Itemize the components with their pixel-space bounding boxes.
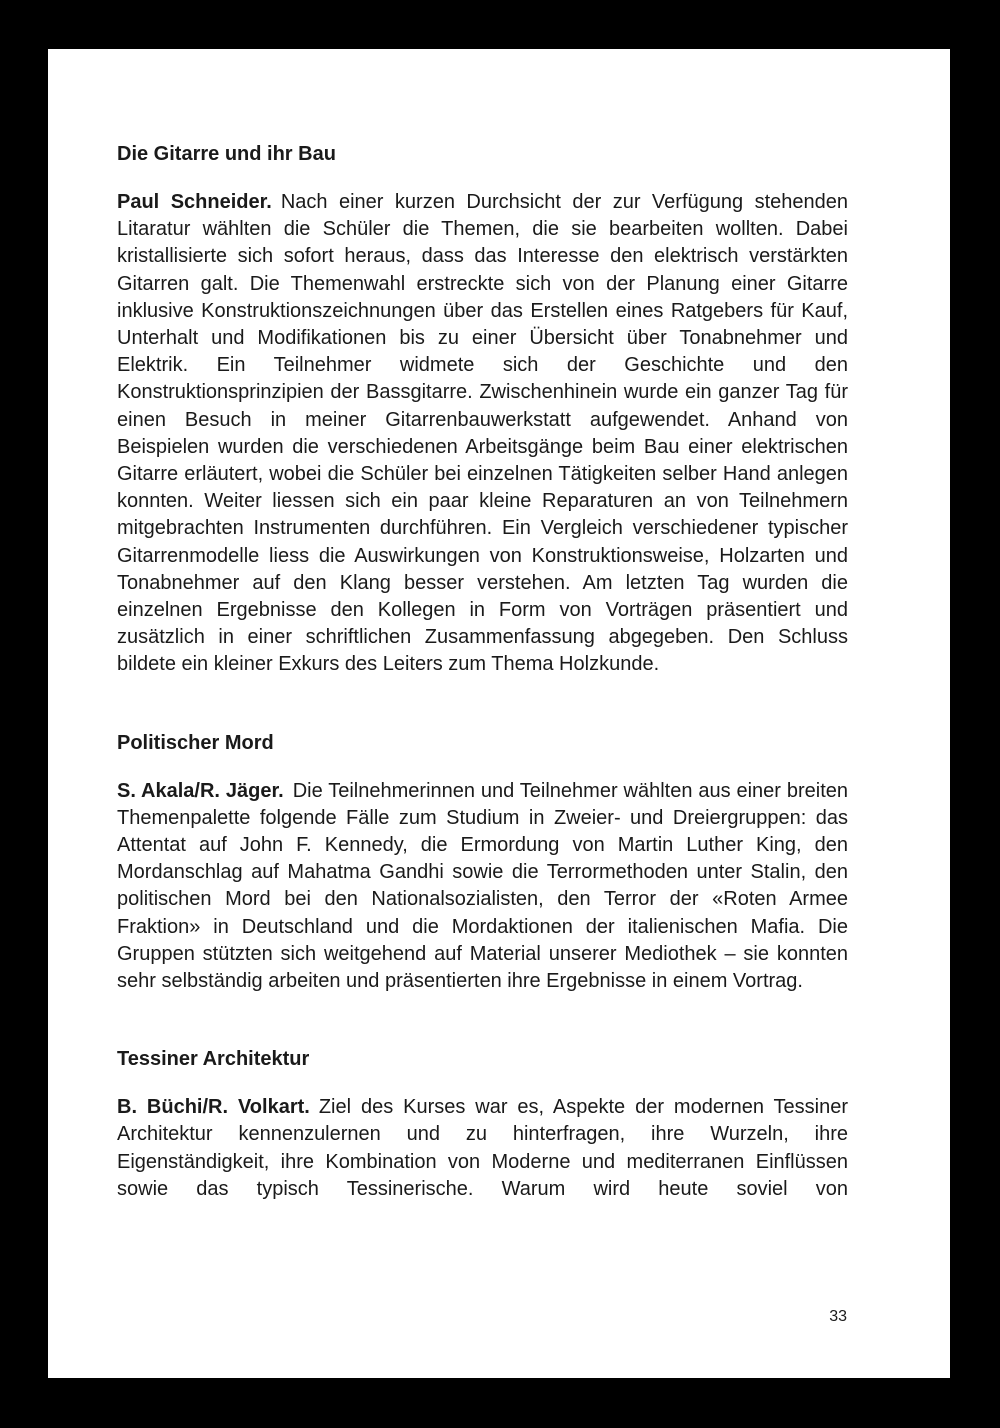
document-page [48,49,950,1378]
page-content [117,141,848,1203]
section-text: Ziel des Kurses war es, Aspekte der modernen Tessiner Architektur kennenzulernen und zu hinterfragen, ihre Wurzeln, ihre Eigenständigkeit, ihre Kombination von Moderne und mediterranen Einflüssen sowie das typisch Tessinerische. Warum wird heute soviel von [117,1096,848,1200]
section-body-politischer-mord [117,778,848,996]
author-name: B. Büchi/R. Volkart. [117,1096,310,1119]
section-heading-tessiner-architektur: Tessiner Architektur [117,1048,310,1071]
author-name: Paul Schneider. [117,191,272,213]
section-text: Die Teilnehmerinnen und Teilnehmer wählten aus einer breiten Themenpalette folgende Fälle zum Studium in Zweier- und Dreiergruppen: das Attentat auf John F. Kennedy, die Ermordung von Martin Luther King, den Mordanschlag auf Mahatma Gandhi sowie die Terrormethoden unter Stalin, den politischen Mord bei den Nationalsozialisten, den Terror der «Roten Armee Fraktion» in Deutschland und die Mordaktionen der italienischen Mafia. Die Gruppen stützten sich weitgehend auf Material unserer Mediothek – sie konnten sehr selbständig arbeiten und präsentierten ihre Ergebnisse in einem Vortrag. [117,779,849,993]
section-body-gitarre [117,189,848,679]
section-body-tessiner-architektur [117,1094,848,1203]
section-text: Nach einer kurzen Durchsicht der zur Verfügung stehenden Litaratur wählten die Schüler die Themen, die sie bearbeiten wollten. Dabei kristallisierte sich sofort heraus, dass das Interesse den elektrisch verstärkten Gitarren galt. Die Themenwahl erstreckte sich von der Planung einer Gitarre inklusive Konstruktionszeichnungen über das Erstellen eines Ratgebers für Kauf, Unterhalt und Modifikationen bis zu einer Übersicht über Tonabnehmer und Elektrik. Ein Teilnehmer widmete sich der Geschichte und den Konstruktionsprinzipien der Bassgitarre. Zwischenhinein wurde ein ganzer Tag für einen Besuch in meiner Gitarrenbauwerkstatt aufgewendet. Anhand von Beispielen wurden die verschiedenen Arbeitsgänge beim Bau einer elektrischen Gitarre erläutert, wobei die Schüler bei einzelnen Tätigkeiten selber Hand anlegen konnten. Weiter liessen sich ein paar kleine Reparaturen an von Teilnehmern mitgebrachten Instrumenten durchführen. Ein Vergleich verschiedener typischer Gitarrenmodelle liess die Auswirkungen von Konstruktionsweise, Holzarten und Tonabnehmer auf den Klang besser verstehen. Am letzten Tag wurden die einzelnen Ergebnisse den Kollegen in Form von Vorträgen präsentiert und zusätzlich in einer schriftlichen Zusammenfassung abgegeben. Den Schluss bildete ein kleiner Exkurs des Leiters zum Thema Holzkunde. [117,191,848,676]
author-name: S. Akala/R. Jäger. [117,779,284,802]
page-number: 33 [829,1308,847,1325]
section-heading-politischer-mord: Politischer Mord [117,731,274,754]
section-heading-gitarre: Die Gitarre und ihr Bau [117,143,336,165]
